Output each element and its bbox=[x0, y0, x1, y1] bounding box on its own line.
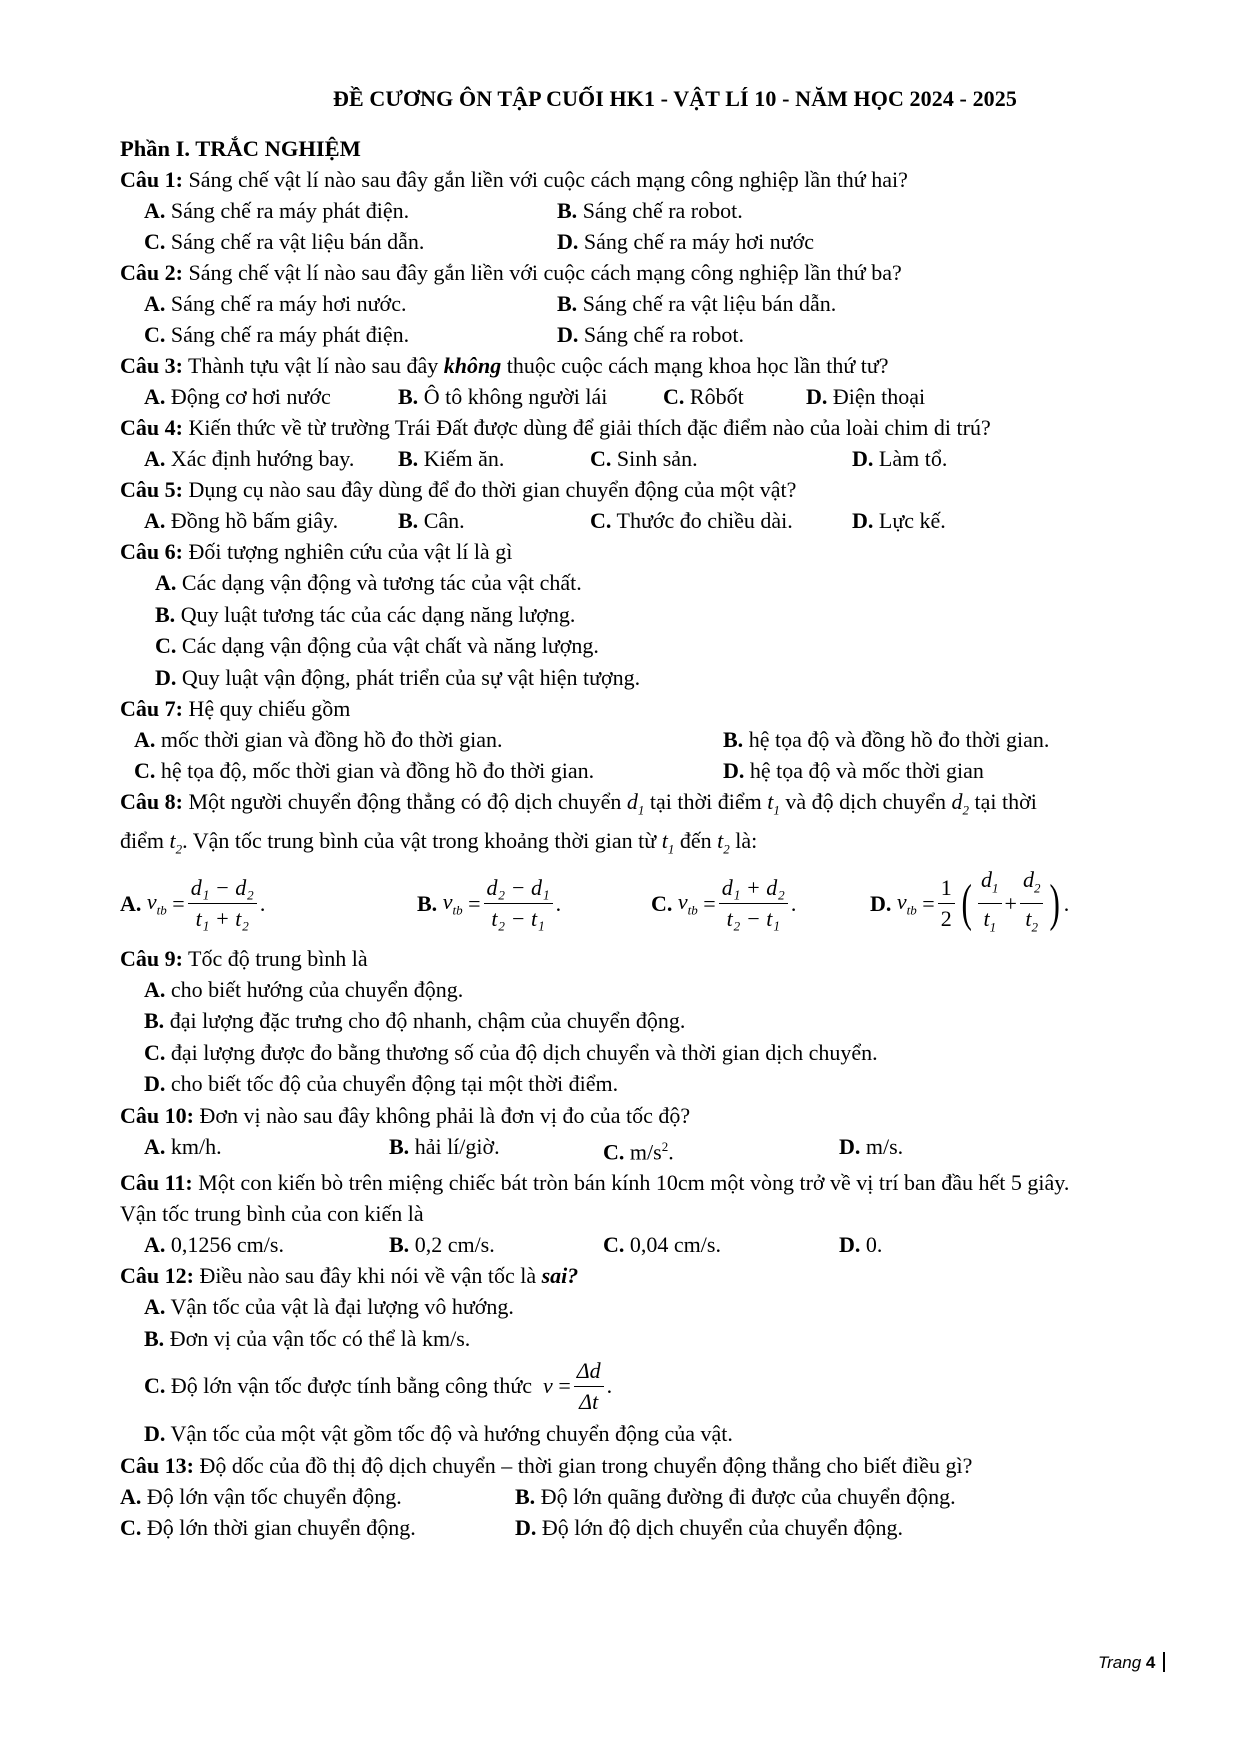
option-b: B. Kiếm ăn. bbox=[398, 446, 505, 471]
option-a: A. Động cơ hơi nước bbox=[144, 384, 331, 409]
fraction: $\frac{\Delta d}{\Delta t}$ bbox=[574, 1356, 604, 1417]
question-13-options-row-1 bbox=[120, 1481, 1190, 1512]
page-number: 4 bbox=[1145, 1653, 1156, 1672]
option-a: A. Xác định hướng bay. bbox=[144, 446, 355, 471]
option-c: C. Các dạng vận động của vật chất và năng lượng. bbox=[155, 633, 599, 658]
fraction: $\frac{\text{d₁ + d₂}}{\text{t₂ − t₁}}$ bbox=[719, 873, 788, 934]
question-11 bbox=[120, 1167, 1190, 1198]
option-d: D. $v_{tb}$ = $\frac{1}{2}$ ( $\frac{d_1}{t_1}$ + $\frac{d_2}{t_2}$ ) . bbox=[870, 866, 1070, 935]
option-c: C. Độ lớn thời gian chuyển động. bbox=[120, 1514, 416, 1540]
option-d: D. hệ tọa độ và mốc thời gian bbox=[723, 758, 984, 783]
question-text: Độ dốc của đồ thị độ dịch chuyển – thời gian trong chuyển động thẳng cho biết điều gì? bbox=[193, 1452, 973, 1478]
option-d: D. Độ lớn độ dịch chuyển của chuyển động. bbox=[515, 1514, 903, 1540]
document-title: ĐỀ CƯƠNG ÔN TẬP CUỐI HK1 - VẬT LÍ 10 - NĂM HỌC 2024 - 2025 bbox=[333, 86, 1017, 111]
page-footer bbox=[1098, 1652, 1165, 1673]
question-3-options bbox=[120, 381, 1190, 412]
question-4-options bbox=[120, 443, 1190, 474]
option-b: B. Quy luật tương tác của các dạng năng lượng. bbox=[155, 601, 576, 627]
option-a: A. mốc thời gian và đồng hồ đo thời gian. bbox=[134, 727, 503, 752]
question-text: Sáng chế vật lí nào sau đây gắn liền với cuộc cách mạng công nghiệp lần thứ hai? bbox=[182, 167, 908, 192]
option-d: D. Làm tổ. bbox=[852, 446, 948, 471]
question-8-line-2: điểm $t_2$. Vận tốc trung bình của vật trong khoảng thời gian từ $t_1$ đến $t_2$ là: bbox=[120, 828, 758, 857]
question-number: Câu 8: bbox=[120, 789, 183, 814]
option-a: A. km/h. bbox=[144, 1133, 222, 1159]
question-7 bbox=[120, 693, 1190, 724]
question-number: Câu 11: bbox=[120, 1170, 193, 1196]
section-heading: Phần I. TRẮC NGHIỆM bbox=[120, 136, 361, 161]
option-b: B. Ô tô không người lái bbox=[398, 384, 608, 409]
question-7-options-row-2 bbox=[120, 755, 1190, 786]
option-a: A. 0,1256 cm/s. bbox=[144, 1232, 284, 1258]
emphasis: sai? bbox=[541, 1263, 579, 1289]
option-c: C. Sáng chế ra vật liệu bán dẫn. bbox=[144, 229, 425, 254]
question-number: Câu 1: bbox=[120, 167, 183, 192]
footer-divider bbox=[1163, 1652, 1165, 1672]
option-a: A. Độ lớn vận tốc chuyển động. bbox=[120, 1483, 402, 1509]
option-c: C. $v_{tb}$ = $\frac{\text{d₁ + d₂}}{\text{t₂ − t₁}}$ . bbox=[651, 873, 870, 934]
question-text: Một con kiến bò trên miệng chiếc bát tròn bán kính 10cm một vòng trở về vị trí ban đầu hết 5 giây. bbox=[192, 1170, 1070, 1196]
question-11-options bbox=[120, 1229, 1190, 1260]
option-c: C. 0,04 cm/s. bbox=[603, 1232, 721, 1258]
question-13 bbox=[120, 1450, 1190, 1481]
option-c: C. Sinh sản. bbox=[590, 446, 698, 471]
question-number: Câu 7: bbox=[120, 696, 183, 721]
option-d: D. Lực kế. bbox=[852, 508, 946, 533]
question-number: Câu 2: bbox=[120, 260, 183, 285]
question-6 bbox=[120, 536, 1190, 567]
option-d: D. cho biết tốc độ của chuyển động tại một thời điểm. bbox=[144, 1071, 619, 1097]
question-text: Sáng chế vật lí nào sau đây gắn liền với cuộc cách mạng công nghiệp lần thứ ba? bbox=[182, 260, 902, 285]
option-b: B. Sáng chế ra vật liệu bán dẫn. bbox=[557, 291, 837, 316]
question-8-options bbox=[120, 865, 1190, 943]
document-page bbox=[120, 86, 1190, 1543]
option-c: C. Rôbốt bbox=[663, 384, 744, 409]
question-text: Kiến thức về từ trường Trái Đất được dùng để giải thích đặc điểm nào của loài chim di trú? bbox=[182, 415, 991, 440]
option-b: B. 0,2 cm/s. bbox=[389, 1232, 495, 1258]
option-a: A. Vận tốc của vật là đại lượng vô hướng. bbox=[144, 1294, 514, 1320]
question-text: Đơn vị nào sau đây không phải là đơn vị đo của tốc độ? bbox=[193, 1102, 691, 1128]
question-4 bbox=[120, 412, 1190, 443]
option-d: D. m/s. bbox=[839, 1133, 904, 1159]
option-d: D. 0. bbox=[839, 1232, 883, 1258]
option-b: B. đại lượng đặc trưng cho độ nhanh, chậm của chuyển động. bbox=[144, 1008, 686, 1034]
fraction: $\frac{\text{d₁ − d₂}}{\text{t₁ + t₂}}$ bbox=[188, 873, 257, 934]
option-b: B. hệ tọa độ và đồng hồ đo thời gian. bbox=[723, 727, 1050, 752]
question-2 bbox=[120, 257, 1190, 288]
emphasis: không bbox=[443, 353, 502, 378]
question-number: Câu 3: bbox=[120, 353, 183, 378]
option-a: A. Các dạng vận động và tương tác của vật chất. bbox=[155, 570, 582, 595]
question-1 bbox=[120, 164, 1190, 195]
question-2-options-row-1 bbox=[120, 288, 1190, 319]
option-d: D. Sáng chế ra máy hơi nước bbox=[557, 229, 814, 254]
question-1-options-row-1 bbox=[120, 195, 1190, 226]
question-number: Câu 10: bbox=[120, 1102, 194, 1128]
option-d: D. Điện thoại bbox=[806, 384, 926, 409]
question-12: Câu 12: Điều nào sau đây khi nói về vận tốc là sai? bbox=[120, 1263, 579, 1289]
option-c: C. Sáng chế ra máy phát điện. bbox=[144, 322, 410, 347]
option-b: B. Độ lớn quãng đường đi được của chuyển động. bbox=[515, 1483, 956, 1509]
question-text: Tốc độ trung bình là bbox=[182, 945, 368, 971]
option-c: C. Thước đo chiều dài. bbox=[590, 508, 793, 533]
option-a: A. $v_{tb}$ = $\frac{\text{d₁ − d₂}}{\text{t₁ + t₂}}$ . bbox=[120, 873, 417, 934]
question-number: Câu 13: bbox=[120, 1452, 194, 1478]
question-number: Câu 4: bbox=[120, 415, 183, 440]
option-c: C. đại lượng được đo bằng thương số của độ dịch chuyển và thời gian dịch chuyển. bbox=[144, 1039, 878, 1065]
option-a: A. Đồng hồ bấm giây. bbox=[144, 508, 339, 533]
question-10 bbox=[120, 1100, 1190, 1131]
option-d: D. Vận tốc của một vật gồm tốc độ và hướng chuyển động của vật. bbox=[144, 1421, 733, 1447]
question-5 bbox=[120, 474, 1190, 505]
option-c: C. Độ lớn vận tốc được tính bằng công thức v = $\frac{\Delta d}{\Delta t}$ . bbox=[120, 1354, 1190, 1418]
question-number: Câu 9: bbox=[120, 945, 183, 971]
question-7-options-row-1 bbox=[120, 724, 1190, 755]
option-b: B. Cân. bbox=[398, 508, 465, 533]
question-number: Câu 6: bbox=[120, 539, 183, 564]
question-text: Hệ quy chiếu gồm bbox=[182, 696, 351, 721]
option-c: C. $m/s^2$. bbox=[603, 1138, 674, 1165]
question-3: Câu 3: Thành tựu vật lí nào sau đây không thuộc cuộc cách mạng khoa học lần thứ tư? bbox=[120, 353, 889, 378]
question-8: Câu 8: Một người chuyển động thẳng có độ dịch chuyển $d_1$ tại thời điểm $t_1$ và độ dịch chuyển $d_2$ tại thời bbox=[120, 789, 1037, 818]
question-text: Dụng cụ nào sau đây dùng để đo thời gian chuyển động của một vật? bbox=[182, 477, 797, 502]
question-2-options-row-2 bbox=[120, 319, 1190, 350]
page-label: Trang bbox=[1098, 1653, 1142, 1672]
option-b: B. hải lí/giờ. bbox=[389, 1133, 500, 1159]
option-b: B. Đơn vị của vận tốc có thể là km/s. bbox=[144, 1325, 471, 1351]
question-text: Đối tượng nghiên cứu của vật lí là gì bbox=[182, 539, 513, 564]
option-b: B. Sáng chế ra robot. bbox=[557, 198, 743, 223]
question-11-line-2: Vận tốc trung bình của con kiến là bbox=[120, 1201, 424, 1227]
option-a: A. Sáng chế ra máy hơi nước. bbox=[144, 291, 407, 316]
question-5-options bbox=[120, 505, 1190, 536]
question-13-options-row-2 bbox=[120, 1512, 1190, 1543]
question-number: Câu 5: bbox=[120, 477, 183, 502]
option-b: B. $v_{tb}$ = $\frac{\text{d₂ − d₁}}{\text{t₂ − t₁}}$ . bbox=[417, 873, 651, 934]
option-d: D. Sáng chế ra robot. bbox=[557, 322, 744, 347]
option-c: C. hệ tọa độ, mốc thời gian và đồng hồ đo thời gian. bbox=[134, 758, 595, 783]
fraction: $\frac{1}{2}$ bbox=[938, 873, 955, 934]
question-9 bbox=[120, 943, 1190, 974]
option-a: A. cho biết hướng của chuyển động. bbox=[144, 976, 464, 1002]
question-10-options bbox=[120, 1131, 1190, 1167]
fraction: $\frac{\text{d₂ − d₁}}{\text{t₂ − t₁}}$ bbox=[484, 873, 553, 934]
option-d: D. Quy luật vận động, phát triển của sự vật hiện tượng. bbox=[155, 664, 641, 690]
question-number: Câu 12: bbox=[120, 1263, 194, 1289]
question-1-options-row-2 bbox=[120, 226, 1190, 257]
option-a: A. Sáng chế ra máy phát điện. bbox=[144, 198, 410, 223]
